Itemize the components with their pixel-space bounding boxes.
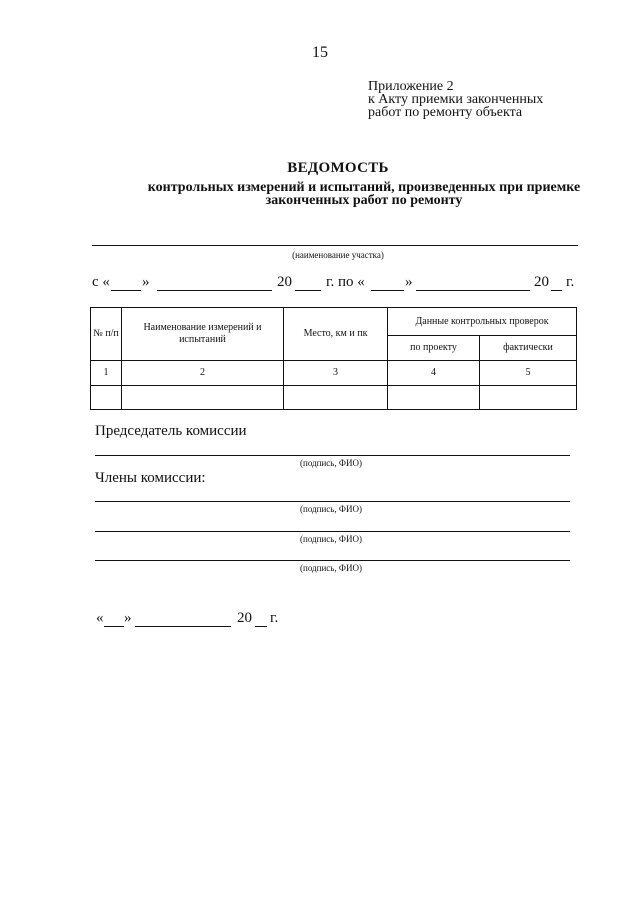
date-month-line[interactable] [135,626,231,627]
section-name-line[interactable] [92,245,578,246]
member-signature-line[interactable] [95,501,570,502]
table-cell[interactable] [122,386,284,410]
period-to-close-quote: » [405,274,413,290]
date-year-line[interactable] [255,626,267,627]
period-from-year-line[interactable] [295,290,321,291]
table-cell[interactable] [388,386,480,410]
members-label: Члены комиссии: [95,470,206,486]
period-from-month-line[interactable] [157,290,272,291]
page-number: 15 [312,44,328,61]
period-from-year-prefix: 20 [277,274,292,290]
period-year-suffix: г. [566,274,575,290]
appendix-reference [368,80,543,119]
period-to-day-line[interactable] [371,290,404,291]
header-data-group: Данные контрольных проверок [388,308,577,336]
document-subtitle [88,181,640,207]
member-signature-line[interactable] [95,531,570,532]
signature-caption: (подпись, ФИО) [300,563,362,573]
column-number: 1 [91,361,122,386]
table-cell[interactable] [480,386,577,410]
period-from-day-line[interactable] [111,290,141,291]
document-title: ВЕДОМОСТЬ [287,160,389,176]
period-to-year-prefix: 20 [534,274,549,290]
signature-caption: (подпись, ФИО) [300,458,362,468]
subtitle-line-1: контрольных измерений и испытаний, произведенных при приемке [147,180,581,195]
subtitle-line-2: законченных работ по ремонту [265,193,463,208]
measurements-table [90,307,577,410]
header-num: № п/п [91,308,122,361]
table-cell[interactable] [91,386,122,410]
header-place: Место, км и пк [284,308,388,361]
member-signature-line[interactable] [95,560,570,561]
date-day-line[interactable] [104,626,124,627]
table-cell[interactable] [284,386,388,410]
column-number: 4 [388,361,480,386]
appendix-line-1: Приложение 2 [368,79,454,94]
column-number: 2 [122,361,284,386]
section-name-caption: (наименование участка) [292,250,384,260]
period-from-close-quote: » [142,274,150,290]
date-year-suffix: г. [270,610,279,626]
signature-caption: (подпись, ФИО) [300,534,362,544]
column-number: 5 [480,361,577,386]
chairman-signature-line[interactable] [95,455,570,456]
header-name: Наименование измерений и испытаний [122,308,284,361]
period-to-text: г. по « [326,274,365,290]
date-open-quote: « [96,610,104,626]
period-to-month-line[interactable] [416,290,530,291]
table-row [91,386,577,410]
period-from-prefix: с « [92,274,110,290]
header-actual: фактически [480,336,577,361]
date-year-prefix: 20 [237,610,252,626]
date-close-quote: » [124,610,132,626]
chairman-label: Председатель комиссии [95,423,247,439]
period-to-year-line[interactable] [551,290,562,291]
appendix-line-2: к Акту приемки законченных [368,92,544,107]
column-number-row [91,361,577,386]
column-number: 3 [284,361,388,386]
header-by-project: по проекту [388,336,480,361]
appendix-line-3: работ по ремонту объекта [368,105,523,120]
signature-caption: (подпись, ФИО) [300,504,362,514]
